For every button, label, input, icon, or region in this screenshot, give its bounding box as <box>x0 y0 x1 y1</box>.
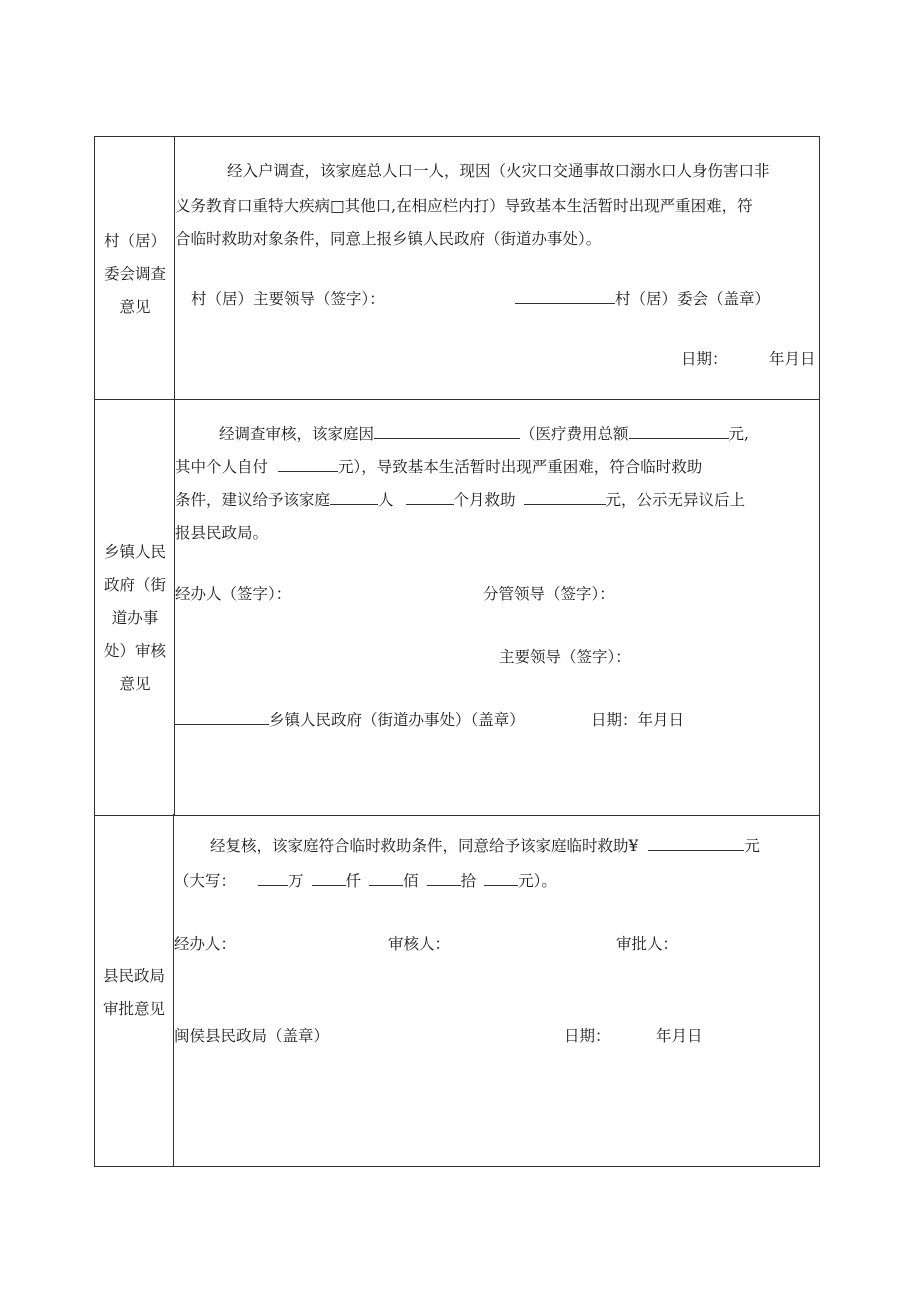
qian-blank[interactable] <box>312 871 346 886</box>
shi-blank[interactable] <box>427 871 461 886</box>
county-date-suffix: 年月日 <box>656 1027 703 1045</box>
township-date: 日期：年月日 <box>591 711 685 729</box>
wan-blank[interactable] <box>258 871 288 886</box>
county-reviewer-label: 审核人： <box>388 935 451 953</box>
section-label-line: 乡镇人民 <box>103 543 166 561</box>
approval-text: 经复核，该家庭符合临时救助条件，同意给予该家庭临时救助¥ <box>210 837 639 855</box>
village-stamp-label: 村（居）委会（盖章） <box>615 290 771 308</box>
section-label-line: 委会调查 <box>103 265 166 283</box>
bai-blank[interactable] <box>369 871 403 886</box>
village-stamp-line <box>515 287 770 309</box>
village-date-suffix: 年月日 <box>769 350 816 368</box>
county-line-2 <box>174 869 557 891</box>
persons-unit: 人 <box>378 491 394 509</box>
county-date-label: 日期： <box>564 1027 611 1045</box>
bai-unit: 佰 <box>403 872 419 890</box>
yuan-blank[interactable] <box>484 871 518 886</box>
village-date-label: 日期： <box>681 350 728 368</box>
hardship-text: 元），导致基本生活暂时出现严重困难，符合临时救助 <box>338 458 703 476</box>
village-opinion-line-3: 合临时救助对象条件，同意上报乡镇人民政府（街道办事处）。 <box>175 230 602 248</box>
township-leader-signature: 主要领导（签字）： <box>499 648 631 666</box>
months-blank[interactable] <box>406 490 454 505</box>
village-committee-label-cell <box>95 137 175 399</box>
self-pay-blank[interactable] <box>278 457 338 472</box>
county-label-cell <box>94 814 174 1166</box>
capital-amount-label: （大写： <box>174 872 237 890</box>
yuan-end: 元）。 <box>518 872 557 890</box>
section-label-line: 审批意见 <box>102 1000 165 1018</box>
section-label-line: 村（居） <box>103 232 166 250</box>
county-approver-label: 审批人： <box>616 935 679 953</box>
section-label-line: 县民政局 <box>102 967 165 985</box>
township-line-4: 报县民政局。 <box>175 524 269 542</box>
wan-unit: 万 <box>288 872 304 890</box>
county-line-1 <box>210 834 760 856</box>
reason-prefix: 经调查审核，该家庭因 <box>219 425 375 443</box>
reason-blank[interactable] <box>374 424 520 439</box>
township-review-section <box>95 399 819 815</box>
village-opinion-line-2: 义务教育口重特大疾病□其他口,在相应栏内打）导致基本生活暂时出现严重困难，符 <box>175 197 753 215</box>
village-opinion-line-1: 经入户调查，该家庭总人口一人，现因（火灾口交通事故口溺水口人身伤害口非 <box>227 162 770 180</box>
section-label-line: 政府（街 <box>103 576 166 594</box>
township-handler-signature: 经办人（签字）： <box>175 585 292 603</box>
yuan-unit: 元, <box>728 425 749 443</box>
section-label-line: 道办事 <box>111 609 159 627</box>
township-stamp-line <box>175 708 525 730</box>
township-line-2 <box>175 455 702 477</box>
shi-unit: 拾 <box>460 872 477 890</box>
section-label-line: 意见 <box>119 298 151 316</box>
section-label-line: 意见 <box>119 675 151 693</box>
approval-amount-blank[interactable] <box>648 836 744 851</box>
yuan-unit: 元 <box>744 837 760 855</box>
section-label-line: 处）审核 <box>103 642 166 660</box>
county-approval-overlay <box>94 814 820 1166</box>
county-stamp-label: 闽侯县民政局（盖章） <box>174 1027 330 1045</box>
suggest-text: 条件，建议给予该家庭 <box>175 491 331 509</box>
medical-total-label: （医疗费用总额 <box>520 425 629 443</box>
publicity-text: 元，公示无异议后上 <box>605 491 746 509</box>
village-committee-content <box>175 137 819 399</box>
county-content <box>174 814 820 1166</box>
township-name-blank[interactable] <box>175 710 269 725</box>
township-content <box>175 400 819 815</box>
qian-unit: 仟 <box>345 872 362 890</box>
county-handler-label: 经办人： <box>174 935 237 953</box>
relief-amount-blank[interactable] <box>524 490 606 505</box>
township-deputy-signature: 分管领导（签字）： <box>483 585 615 603</box>
village-name-blank[interactable] <box>515 289 615 304</box>
persons-blank[interactable] <box>330 490 378 505</box>
village-leader-signature: 村（居）主要领导（签字）： <box>191 290 385 308</box>
township-line-3 <box>175 488 745 510</box>
township-label-cell <box>95 400 175 815</box>
self-pay-label: 其中个人自付 <box>175 458 269 476</box>
township-line-1 <box>219 422 749 444</box>
months-unit: 个月救助 <box>453 491 516 509</box>
township-stamp-label: 乡镇人民政府（街道办事处）（盖章） <box>269 711 525 729</box>
village-committee-section <box>95 137 819 399</box>
medical-total-blank[interactable] <box>629 424 729 439</box>
